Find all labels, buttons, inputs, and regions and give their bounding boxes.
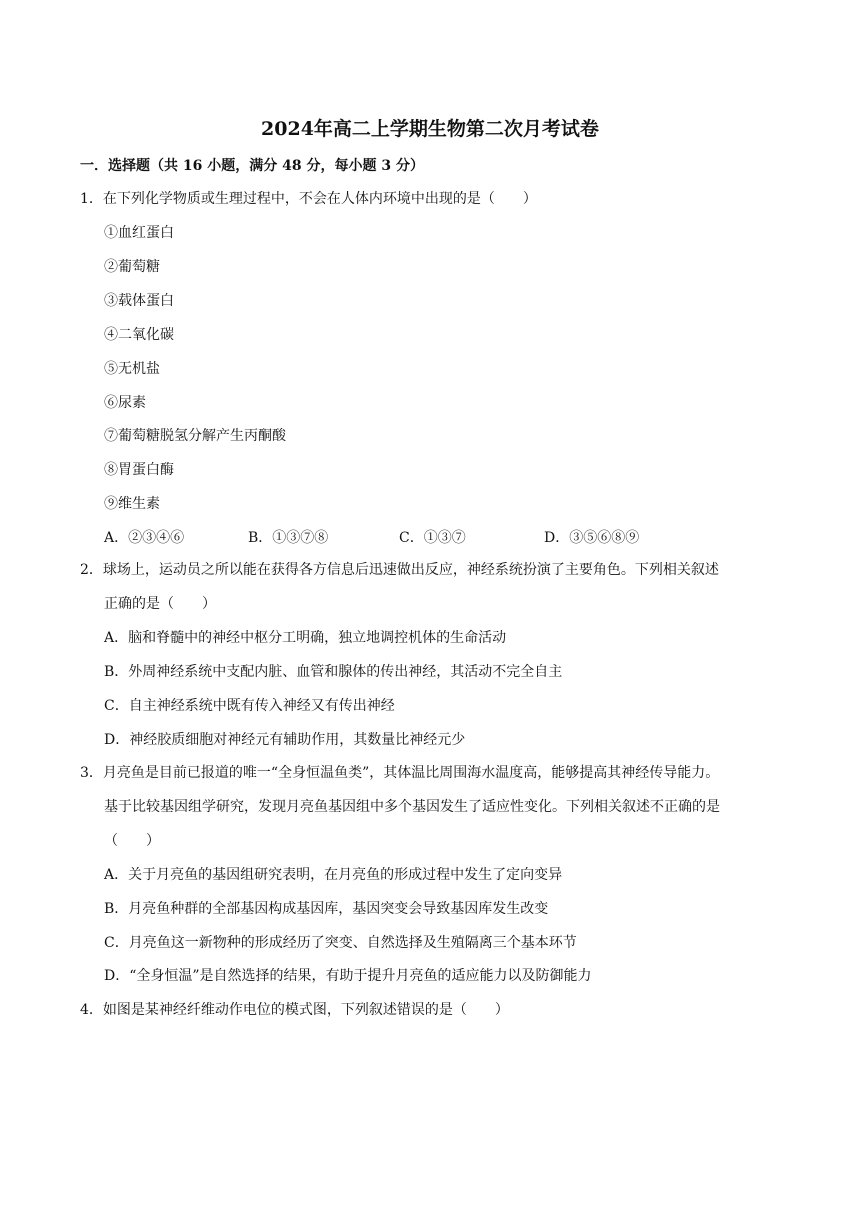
- q1-item: ⑦葡萄糖脱氢分解产生丙酮酸: [104, 428, 286, 444]
- q1-choice-b[interactable]: B．①③⑦⑧: [248, 530, 329, 546]
- q3-option-d[interactable]: D．“全身恒温”是自然选择的结果，有助于提升月亮鱼的适应能力以及防御能力: [104, 968, 592, 984]
- q1-item: ⑤无机盐: [104, 361, 160, 377]
- q1-choices: [104, 527, 804, 547]
- q3-option-c[interactable]: C．月亮鱼这一新物种的形成经历了突变、自然选择及生殖隔离三个基本环节: [104, 935, 577, 951]
- question-4-stem: 4．如图是某神经纤维动作电位的模式图，下列叙述错误的是（ ）: [80, 1002, 509, 1018]
- question-3-stem-cont: （ ）: [104, 833, 160, 849]
- exam-title: 2024年高二上学期生物第二次月考试卷: [261, 118, 599, 140]
- question-1-stem: 1．在下列化学物质或生理过程中，不会在人体内环境中出现的是（ ）: [80, 191, 537, 207]
- question-2-stem: 2．球场上，运动员之所以能在获得各方信息后迅速做出反应，神经系统扮演了主要角色。下列相关叙述: [80, 562, 719, 578]
- q2-option-b[interactable]: B．外周神经系统中支配内脏、血管和腺体的传出神经，其活动不完全自主: [104, 664, 563, 680]
- q1-item: ⑨维生素: [104, 496, 160, 512]
- q2-option-c[interactable]: C．自主神经系统中既有传入神经又有传出神经: [104, 698, 395, 714]
- q2-option-a[interactable]: A．脑和脊髓中的神经中枢分工明确，独立地调控机体的生命活动: [104, 630, 507, 646]
- q1-item: ③载体蛋白: [104, 293, 174, 309]
- q3-option-b[interactable]: B．月亮鱼种群的全部基因构成基因库，基因突变会导致基因库发生改变: [104, 901, 549, 917]
- question-3-stem-cont: 基于比较基因组学研究，发现月亮鱼基因组中多个基因发生了适应性变化。下列相关叙述不正确的是: [104, 799, 720, 815]
- q1-item: ②葡萄糖: [104, 259, 160, 275]
- q1-item: ④二氧化碳: [104, 327, 174, 343]
- q1-item: ①血红蛋白: [104, 225, 174, 241]
- section-heading: 一．选择题（共 16 小题，满分 48 分，每小题 3 分）: [80, 158, 424, 174]
- question-3-stem: 3．月亮鱼是目前已报道的唯一“全身恒温鱼类”，其体温比周围海水温度高，能够提高其神经传导能力。: [80, 765, 720, 781]
- q1-item: ⑧胃蛋白酶: [104, 462, 174, 478]
- question-2-stem-cont: 正确的是（ ）: [104, 596, 216, 612]
- q1-choice-c[interactable]: C．①③⑦: [399, 530, 466, 546]
- q3-option-a[interactable]: A．关于月亮鱼的基因组研究表明，在月亮鱼的形成过程中发生了定向变异: [104, 867, 563, 883]
- q1-choice-d[interactable]: D．③⑤⑥⑧⑨: [544, 530, 640, 546]
- q1-choice-a[interactable]: A．②③④⑥: [104, 530, 185, 546]
- q2-option-d[interactable]: D．神经胶质细胞对神经元有辅助作用，其数量比神经元少: [104, 732, 466, 748]
- q1-item: ⑥尿素: [104, 395, 146, 411]
